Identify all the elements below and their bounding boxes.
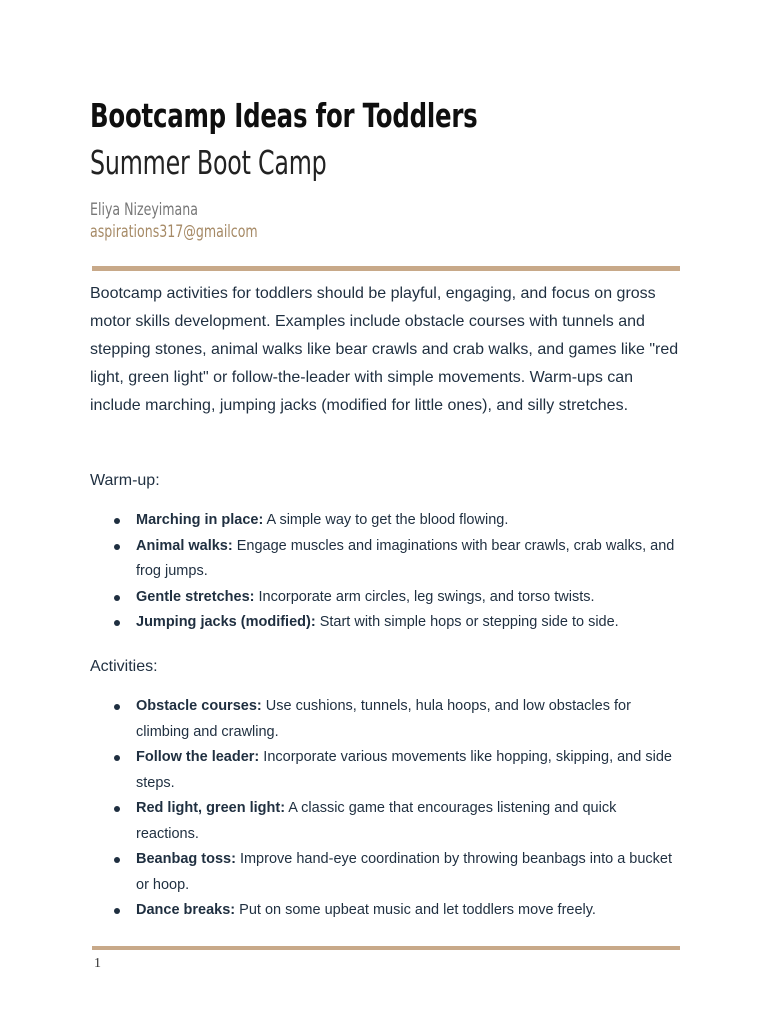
item-text: A simple way to get the blood flowing. <box>263 512 509 528</box>
item-term: Animal walks: <box>136 537 233 554</box>
author-email: aspirations317@gmailcom <box>90 222 258 242</box>
list-item <box>90 508 680 534</box>
list-item <box>90 585 680 611</box>
item-text: Use cushions, tunnels, hula hoops, and low obstacles for climbing and crawling. <box>136 698 631 740</box>
page-number: 1 <box>94 956 101 971</box>
bullet-icon <box>114 755 120 761</box>
warmup-heading: Warm-up: <box>90 472 160 489</box>
item-text: Engage muscles and imaginations with bear crawls, crab walks, and frog jumps. <box>136 537 675 579</box>
activities-list <box>90 694 680 924</box>
bullet-icon <box>114 908 120 914</box>
item-text: A classic game that encourages listening and quick reactions. <box>136 800 617 842</box>
intro-paragraph: Bootcamp activities for toddlers should be playful, engaging, and focus on gross motor skills development. Examples include obstacle courses with tunnels and stepping stones, animal walks like bear crawls and crab walks, and games like "red light, green light" or follow-the-leader with simple movements. Warm-ups can include marching, jumping jacks (modified for little ones), and silly stretches. <box>90 285 679 414</box>
item-text: Put on some upbeat music and let toddlers move freely. <box>235 902 596 918</box>
list-item <box>90 745 680 796</box>
item-term: Jumping jacks (modified): <box>136 614 316 630</box>
list-item <box>90 898 680 924</box>
warmup-list <box>90 508 680 636</box>
author-name: Eliya Nizeyimana <box>90 200 198 220</box>
bullet-icon <box>114 518 120 524</box>
item-text: Incorporate arm circles, leg swings, and torso twists. <box>254 588 595 605</box>
item-term: Obstacle courses: <box>136 698 262 714</box>
item-text: Start with simple hops or stepping side to side. <box>315 614 619 630</box>
bullet-icon <box>114 806 120 812</box>
item-term: Beanbag toss: <box>136 851 236 867</box>
footer-divider <box>92 946 680 950</box>
list-item <box>90 694 680 745</box>
document-title: Bootcamp Ideas for Toddlers <box>90 96 478 135</box>
list-item <box>90 534 680 585</box>
bullet-icon <box>114 704 120 710</box>
item-term: Red light, green light: <box>136 800 286 816</box>
item-term: Gentle stretches: <box>136 588 255 605</box>
document-subtitle: Summer Boot Camp <box>90 143 327 182</box>
item-text: Improve hand-eye coordination by throwing beanbags into a bucket or hoop. <box>136 851 673 893</box>
activities-heading: Activities: <box>90 658 158 675</box>
item-term: Dance breaks: <box>136 902 236 918</box>
bullet-icon <box>114 857 120 863</box>
header-divider <box>92 266 680 271</box>
item-text: Incorporate various movements like hopping, skipping, and side steps. <box>136 749 672 791</box>
bullet-icon <box>114 620 120 626</box>
list-item <box>90 847 680 898</box>
bullet-icon <box>114 544 120 550</box>
item-term: Follow the leader: <box>136 749 260 765</box>
item-term: Marching in place: <box>136 512 264 528</box>
list-item <box>90 610 680 636</box>
bullet-icon <box>114 595 120 601</box>
list-item <box>90 796 680 847</box>
